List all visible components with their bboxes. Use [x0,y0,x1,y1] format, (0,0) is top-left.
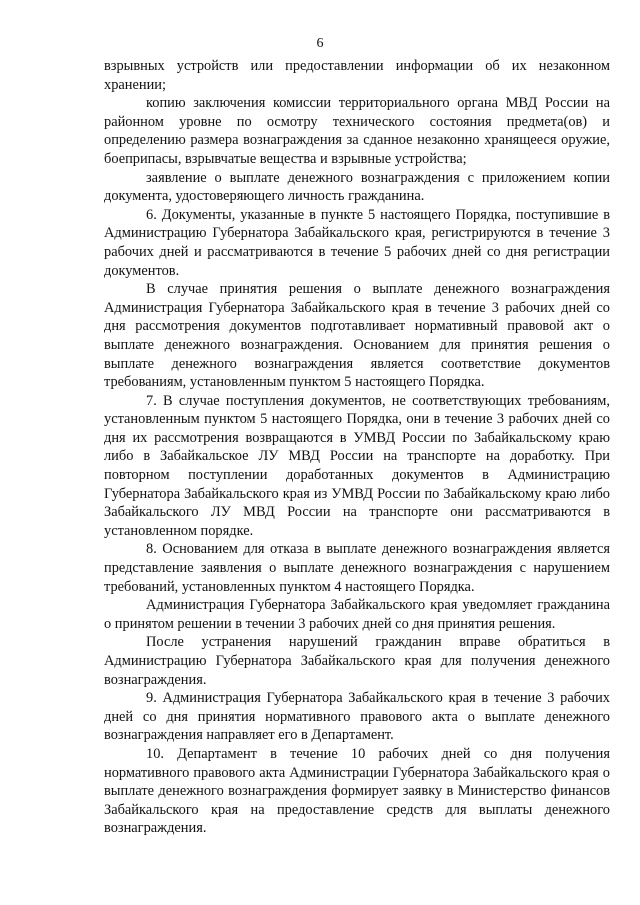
paragraph-item-9: 9. Администрация Губернатора Забайкальского края в течение 3 рабочих дней со дня принятия нормативного правового акта о выплате денежного вознаграждения направляет его в Департамент. [104,690,610,744]
paragraph-police-commission-copy: копию заключения комиссии территориального органа МВД России на районном уровне по осмотру технического состояния предмета(ов) и определению размера вознаграждения за сданное незаконно хранящееся оружие, боеприпасы, взрывчатые вещества и взрывные устройства; [104,95,610,167]
paragraph-notification: Администрация Губернатора Забайкальского края уведомляет гражданина о принятом решении в течении 3 рабочих дней со дня принятия решения. [104,597,610,632]
paragraph-item-7: 7. В случае поступления документов, не соответствующих требованиям, установленным пунктом 5 настоящего Порядка, они в течение 3 рабочих дней со дня их рассмотрения возвращаются в УМВД России по Забайкальскому краю либо в Забайкальское ЛУ МВД России на транспорте на доработку. При повторном поступлении доработанных документов в Администрацию Губернатора Забайкальского края из УМВД России по Забайкальскому краю либо Забайкальского ЛУ МВД России на транспорте они рассматриваются в установленном порядке. [104,392,610,539]
paragraph-item-8: 8. Основанием для отказа в выплате денежного вознаграждения является представление заявления о выплате денежного вознаграждения с нарушением требований, установленных пунктом 4 настоящего Порядка. [104,541,610,595]
paragraph-item-6: 6. Документы, указанные в пункте 5 настоящего Порядка, поступившие в Администрацию Губернатора Забайкальского края, регистрируются в течение 3 рабочих дней и рассматриваются в течение 5 рабочих дней со дня регистрации документов. [104,206,610,279]
document-body [104,57,610,838]
paragraph-resubmission: После устранения нарушений гражданин вправе обратиться в Администрацию Губернатора Забайкальского края для получения денежного вознаграждения. [104,634,610,688]
paragraph-payment-application: заявление о выплате денежного вознаграждения с приложением копии документа, удостоверяющего личность гражданина. [104,169,610,205]
paragraph-decision-on-payment: В случае принятия решения о выплате денежного вознаграждения Администрация Губернатора Забайкальского края в течение 3 рабочих дней со дня рассмотрения документов подготавливает нормативный правовой акт о выплате денежного вознаграждения. Основанием для принятия решения о выплате денежного вознаграждения является соответствие документов требованиям, установленным пунктом 5 настоящего Порядка. [104,281,610,391]
page-number: 6 [316,36,324,51]
paragraph-item-10: 10. Департамент в течение 10 рабочих дней со дня получения нормативного правового акта Администрации Губернатора Забайкальского края о выплате денежного вознаграждения формирует заявку в Министерство финансов Забайкальского края на предоставление средств для выплаты денежного вознаграждения. [104,745,610,837]
paragraph-continuation: взрывных устройств или предоставлении информации об их незаконном хранении; [104,58,610,93]
